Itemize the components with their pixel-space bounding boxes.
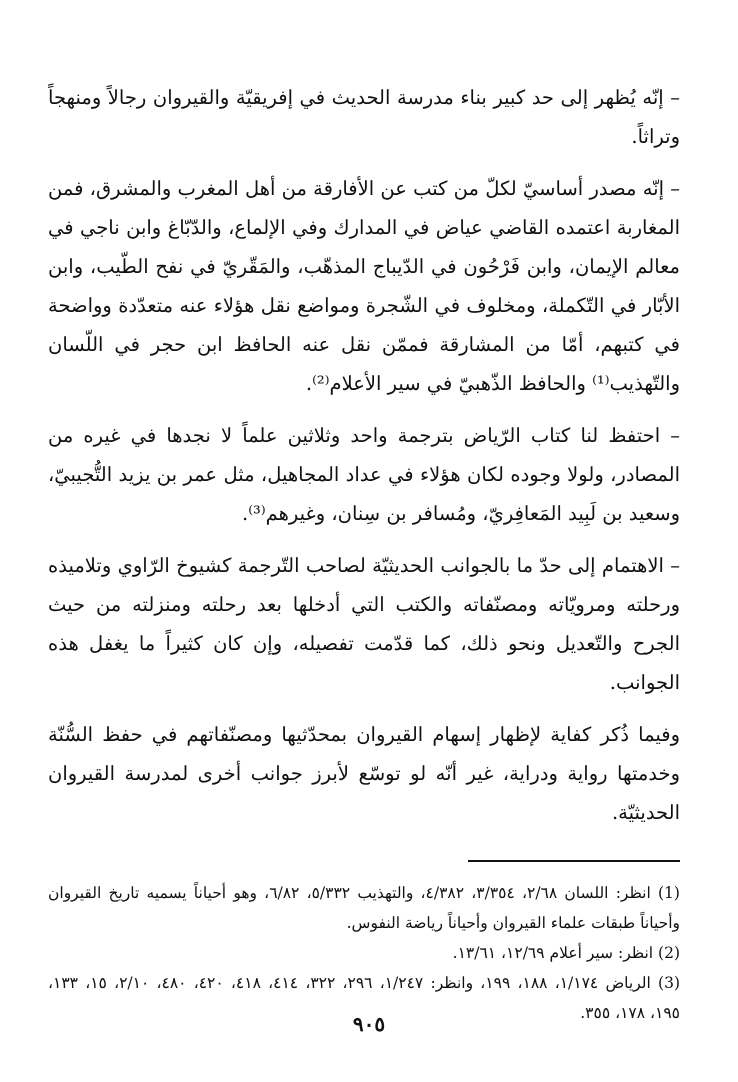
body-paragraph-1: – إنّه يُظهر إلى حد كبير بناء مدرسة الحديث في إفريقيّة والقيروان رجالاً ومنهجاً وتراثاً. [48, 86, 680, 148]
page-number: ٩٠٥ [352, 1012, 386, 1036]
footnote-2: (2) انظر: سير أعلام ١٢/٦٩، ١٣/٦١. [452, 944, 680, 962]
body-paragraph-3: – احتفظ لنا كتاب الرّياض بترجمة واحد وثلاثين علماً لا نجدها في غيره من المصادر، ولولا وجوده لكان هؤلاء في عداد المجاهيل، مثل عمر بن يزيد التُّجيبيّ، وسعيد بن لَبِيد المَعافِريّ، ومُسافر بن سِنان، وغيرهم⁽³⁾. [48, 424, 680, 525]
body-paragraph-4: – الاهتمام إلى حدّ ما بالجوانب الحديثيّة لصاحب التّرجمة كشيوخ الرّاوي وتلاميذه ورحلته ومرويّاته ومصنّفاته والكتب التي أدخلها بعد رحلته ومنزلته من حيث الجرح والتّعديل ونحو ذلك، كما قدّمت تفصيله، وإن كان كثيراً ما يغفل هذه الجوانب. [48, 554, 680, 694]
footnote-3: (3) الرياض ١/١٧٤، ١٨٨، ١٩٩، وانظر: ١/٢٤٧، ٢٩٦، ٣٢٢، ٤١٤، ٤١٨، ٤٢٠، ٤٨٠، ٢/١٠، ١٥، ١٣٣، ١٩٥، ١٧٨، ٣٥٥. [48, 974, 680, 1022]
body-paragraph-5: وفيما ذُكر كفاية لإظهار إسهام القيروان بمحدّثيها ومصنّفاتهم في حفظ السُّنّة وخدمتها رواية ودراية، غير أنّه لو توسّع لأبرز جوانب أخرى لمدرسة القيروان الحديثيّة. [48, 723, 680, 824]
footnote-separator [468, 860, 680, 862]
body-paragraph-2: – إنّه مصدر أساسيّ لكلّ من كتب عن الأفارقة من أهل المغرب والمشرق، فمن المغاربة اعتمده القاضي عياض في المدارك وفي الإلماع، والدّبّاغ وابن ناجي في معالم الإيمان، وابن فَرْحُون في الدّيباج المذهّب، والمَقّريّ في نفح الطّيب، وابن الأبّار في التّكملة، ومخلوف في الشّجرة ومواضع نقل هؤلاء عنه متعدّدة وواضحة في كتبهم، أمّا من المشارقة فممّن نقل عنه الحافظ ابن حجر في اللّسان والتّهذيب⁽¹⁾ والحافظ الذّهبيّ في سير الأعلام⁽²⁾. [48, 177, 680, 395]
footnote-1: (1) انظر: اللسان ٢/٦٨، ٣/٣٥٤، ٤/٣٨٢، والتهذيب ٥/٣٣٢، ٦/٨٢، وهو أحياناً يسميه تاريخ القيروان وأحياناً طبقات علماء القيروان وأحياناً رياضة النفوس. [48, 884, 680, 932]
